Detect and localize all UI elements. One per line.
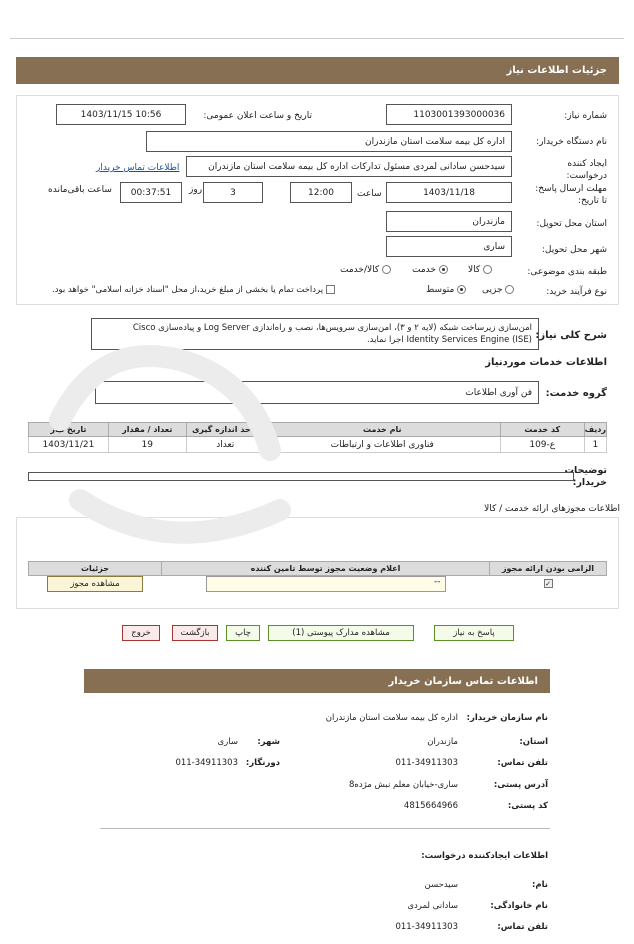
creator-phone-label: تلفن تماس:: [497, 922, 548, 932]
payment-note: پرداخت تمام یا بخشی از مبلغ خرید،از محل "اسناد خزانه اسلامی" خواهد بود.: [52, 285, 324, 295]
process-label: نوع فرآیند خرید:: [546, 287, 607, 297]
city-field: ساری: [386, 236, 512, 257]
deadline-label: مهلت ارسال پاسخ: تا تاریخ:: [535, 184, 607, 206]
col-status: اعلام وضعیت مجوز توسط تامین کننده: [162, 562, 490, 576]
creator-field: سیدحسن سادانی لمردی مسئول تدارکات اداره کل بیمه سلامت استان مازندران: [186, 156, 512, 177]
exit-button[interactable]: خروج: [122, 625, 160, 641]
col-details: جزئیات: [29, 562, 162, 576]
contact-title: اطلاعات تماس سازمان خریدار: [388, 675, 538, 687]
category-both-option[interactable]: [340, 265, 391, 275]
service-group-field: فن آوری اطلاعات: [95, 381, 539, 404]
reply-button[interactable]: پاسخ به نیاز: [434, 625, 514, 641]
creator-family: سادانی لمردی: [407, 901, 458, 911]
contact-org-label: نام سازمان خریدار:: [466, 713, 548, 723]
col-index: ردیف: [584, 423, 606, 437]
category-label: طبقه بندی موضوعی:: [527, 267, 607, 277]
deadline-date-field: 1403/11/18: [386, 182, 512, 203]
summary-label: شرح کلی نیاز:: [535, 330, 607, 341]
creator-phone: 011-34911303: [395, 922, 458, 932]
contact-org: اداره کل بیمه سلامت استان مازندران: [325, 713, 458, 723]
buyer-org-field: اداره کل بیمه سلامت استان مازندران: [146, 131, 512, 152]
required-checkbox: ✓: [545, 580, 551, 588]
days-label: روز: [189, 185, 203, 195]
service-label: خدمت: [412, 265, 436, 275]
contact-phone-label: تلفن تماس:: [497, 758, 548, 768]
need-number-label: شماره نیاز:: [564, 111, 607, 121]
payment-option[interactable]: [52, 285, 335, 295]
col-unit: واحد اندازه گیری: [186, 423, 264, 437]
medium-label: متوسط: [426, 285, 455, 295]
buyer-notes-label: توضیحات خریدار:: [564, 465, 607, 488]
province-label: استان محل تحویل:: [536, 219, 607, 229]
page-title: جزئیات اطلاعات نیاز: [506, 65, 607, 76]
province-field: مازندران: [386, 211, 512, 232]
creator-name-label: نام:: [531, 880, 548, 890]
contact-postal: 4815664966: [403, 801, 458, 811]
top-divider: [10, 38, 624, 39]
contact-fax: 011-34911303: [175, 758, 238, 768]
col-name: نام خدمت: [264, 423, 500, 437]
category-goods-option[interactable]: [468, 265, 492, 275]
col-code: کد خدمت: [500, 423, 584, 437]
buyer-org-label: نام دستگاه خریدار:: [536, 137, 607, 147]
permits-table: [28, 561, 607, 592]
contact-city: ساری: [217, 737, 238, 747]
col-qty: تعداد / مقدار: [108, 423, 186, 437]
attachments-button[interactable]: مشاهده مدارک پیوستی (1): [268, 625, 414, 641]
process-medium-option[interactable]: [426, 285, 466, 295]
announce-label: تاریخ و ساعت اعلان عمومی:: [203, 111, 312, 121]
partial-radio[interactable]: [505, 285, 514, 294]
services-table: [28, 422, 607, 453]
table-row: [29, 437, 607, 453]
remaining-field: 00:37:51: [120, 182, 182, 203]
contact-header: [84, 669, 550, 693]
print-button[interactable]: چاپ: [226, 625, 260, 641]
view-permit-button[interactable]: مشاهده مجوز: [47, 576, 143, 592]
contact-postal-label: کد پستی:: [507, 801, 548, 811]
process-partial-option[interactable]: [482, 285, 514, 295]
summary-box: امن‌سازی زیرساخت شبکه (لایه ۲ و ۳)، امن‌سازی سرویس‌ها، نصب و راه‌اندازی Log Server و پیاده‌سازی Cisco Identity Services Engine (ISE) اجرا نماید.: [91, 318, 539, 350]
days-field: 3: [203, 182, 263, 203]
cell-index: 1: [584, 437, 606, 453]
medium-radio[interactable]: [457, 285, 466, 294]
permits-title: اطلاعات مجوزهای ارائه خدمت / کالا: [484, 504, 620, 514]
buyer-notes-field: [28, 472, 574, 481]
contact-address: ساری-خیابان معلم نبش مژده8: [348, 780, 458, 790]
services-title: اطلاعات خدمات موردنیاز: [485, 357, 607, 368]
creator-label: ایجاد کننده درخواست:: [566, 159, 607, 181]
page-header: [16, 57, 619, 84]
cell-name: فناوری اطلاعات و ارتباطات: [264, 437, 500, 453]
city-label: شهر محل تحویل:: [541, 245, 607, 255]
goods-radio[interactable]: [483, 265, 492, 274]
buyer-contact-link[interactable]: اطلاعات تماس خریدار: [96, 163, 180, 173]
contact-address-label: آدرس پستی:: [493, 780, 548, 790]
goods-label: کالا: [468, 265, 481, 275]
cell-qty: 19: [108, 437, 186, 453]
both-label: کالا/خدمت: [340, 265, 380, 275]
need-number-field: 1103001393000036: [386, 104, 512, 125]
partial-label: جزیی: [482, 285, 503, 295]
contact-province: مازندران: [427, 737, 458, 747]
creator-family-label: نام خانوادگی:: [490, 901, 548, 911]
cell-date: 1403/11/21: [29, 437, 109, 453]
creator-info-title: اطلاعات ایجادکننده درخواست:: [421, 851, 548, 861]
deadline-time-field: 12:00: [290, 182, 352, 203]
cell-unit: تعداد: [186, 437, 264, 453]
contact-divider: [100, 828, 550, 829]
col-date: تاریخ نیاز: [29, 423, 109, 437]
deadline-time-label: ساعت: [357, 189, 382, 199]
cell-code: ع-109: [500, 437, 584, 453]
both-radio[interactable]: [382, 265, 391, 274]
contact-phone: 011-34911303: [395, 758, 458, 768]
contact-city-label: شهر:: [257, 737, 280, 747]
col-required: الزامی بودن ارائه مجوز: [490, 562, 607, 576]
payment-checkbox[interactable]: [326, 285, 335, 294]
back-button[interactable]: بازگشت: [172, 625, 218, 641]
announce-field: 1403/11/15 10:56: [56, 104, 186, 125]
service-radio[interactable]: [439, 265, 448, 274]
category-service-option[interactable]: [412, 265, 448, 275]
table-row: [29, 576, 607, 593]
creator-name: سیدحسن: [424, 880, 458, 890]
permit-status-field: --: [206, 576, 446, 592]
remaining-label: ساعت باقی‌مانده: [48, 185, 112, 195]
contact-province-label: استان:: [519, 737, 548, 747]
contact-fax-label: دورنگار:: [245, 758, 280, 768]
service-group-label: گروه خدمت:: [545, 388, 607, 399]
